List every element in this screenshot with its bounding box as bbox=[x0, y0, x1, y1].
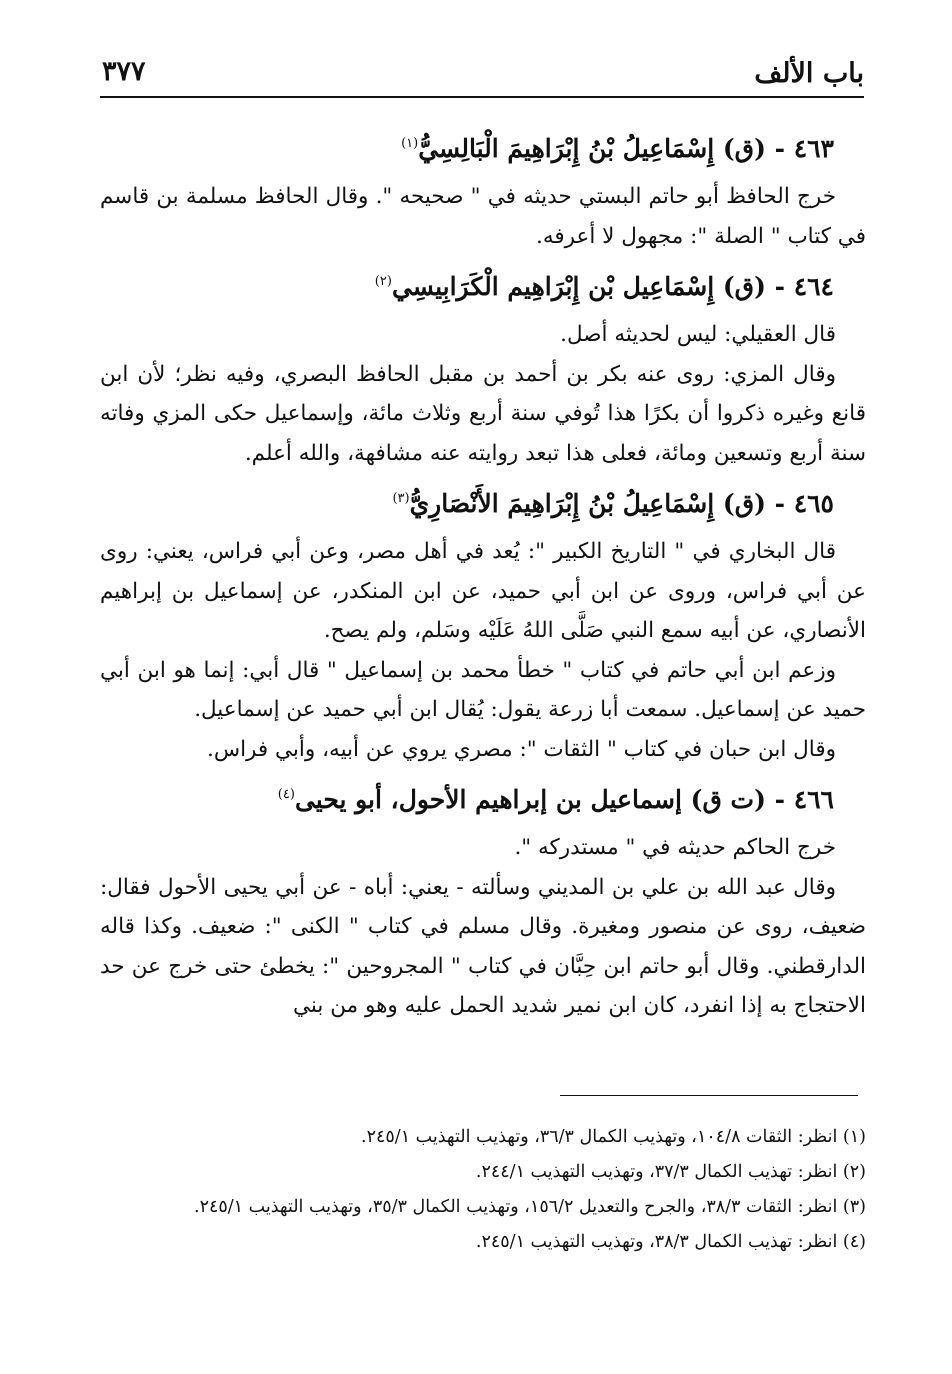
main-text bbox=[100, 118, 866, 1026]
entry-title: ٤٦٤ - (ق) إِسْمَاعِيل بْن إِبْرَاهِيم الْكَرَابِيسِي$^{(٢)}$ bbox=[374, 272, 834, 301]
running-head: باب الألف bbox=[754, 58, 864, 89]
footnote-ref: (٢) bbox=[374, 274, 392, 289]
paragraph: خرج الحافظ أبو حاتم البستي حديثه في " صحيحه ". وقال الحافظ مسلمة بن قاسم في كتاب " الصلة ": مجهول لا أعرفه. bbox=[100, 184, 866, 249]
footnote: (٢) انظر: تهذيب الكمال ٣٧/٣، وتهذيب التهذيب ٢٤٤/١. bbox=[475, 1162, 866, 1182]
page-header bbox=[100, 52, 864, 98]
paragraph: وقال المزي: روى عنه بكر بن أحمد بن مقبل الحافظ البصري، وفيه نظر؛ لأن ابن قانع وغيره ذكروا أن بكرًا هذا تُوفي سنة أربع وثلاث مائة، وإسماعيل حكى المزي وفاته سنة أربع وتسعين ومائة، فعلى هذا تبعد روايته عنه مشافهة، والله أعلم. bbox=[100, 361, 866, 466]
paragraph: قال العقيلي: ليس لحديثه أصل. bbox=[560, 322, 836, 347]
footnote-ref: (١) bbox=[401, 136, 419, 151]
footnote-ref: (٤) bbox=[277, 787, 295, 802]
entry-title: ٤٦٥ - (ق) إِسْمَاعِيلُ بْنُ إِبْرَاهِيمَ الأَنْصَارِيُّ$^{(٣)}$ bbox=[392, 489, 834, 518]
paragraph: وزعم ابن أبي حاتم في كتاب " خطأ محمد بن إسماعيل " قال أبي: إنما هو ابن أبي حميد عن إسماعيل. سمعت أبا زرعة يقول: يُقال ابن أبي حميد عن إسماعيل. bbox=[100, 657, 866, 722]
footnote-ref: (٣) bbox=[392, 491, 410, 506]
footnotes bbox=[100, 1122, 866, 1262]
paragraph: خرج الحاكم حديثه في " مستدركه ". bbox=[514, 835, 836, 860]
paragraph: وقال عبد الله بن علي بن المديني وسألته - يعني: أباه - عن أبي يحيى الأحول فقال: ضعيف، روى عن منصور ومغيرة. وقال مسلم في كتاب " الكنى ": ضعيف. وكذا قاله الدارقطني. وقال أبو حاتم ابن حِبَّان في كتاب " المجروحين ": يخطئ حتى خرج عن حد الاحتجاج به إذا انفرد، كان ابن نمير شديد الحمل عليه وهو من بني bbox=[100, 874, 866, 1018]
footnote: (٤) انظر: تهذيب الكمال ٣٨/٣، وتهذيب التهذيب ٢٤٥/١. bbox=[475, 1232, 866, 1252]
entry-title: ٤٦٣ - (ق) إِسْمَاعِيلُ بْنُ إِبْرَاهِيمَ الْبَالِسِيُّ$^{(١)}$ bbox=[401, 134, 834, 163]
footnote: (٣) انظر: الثقات ٣٨/٣، والجرح والتعديل ١٥٦/٢، وتهذيب الكمال ٣٥/٣، وتهذيب التهذيب ٢٤٥/١. bbox=[194, 1197, 866, 1217]
page-number: ٣٧٧ bbox=[102, 56, 146, 87]
paragraph: قال البخاري في " التاريخ الكبير ": يُعد في أهل مصر، وعن أبي فراس، يعني: روى عن أبي فراس، وروى عن ابن أبي حميد، عن ابن المنكدر، عن إسماعيل بن إبراهيم الأنصاري، عن أبيه سمع النبي صَلَّى اللهُ عَلَيْه وسَلم، ولم يصح. bbox=[100, 539, 866, 643]
footnote-divider bbox=[560, 1095, 858, 1096]
paragraph: وقال ابن حبان في كتاب " الثقات ": مصري يروي عن أبيه، وأبي فراس. bbox=[206, 736, 836, 762]
footnote: (١) انظر: الثقات ١٠٤/٨، وتهذيب الكمال ٣٦/٣، وتهذيب التهذيب ٢٤٥/١. bbox=[361, 1127, 866, 1147]
entry-title: ٤٦٦ - (ت ق) إسماعيل بن إبراهيم الأحول، أبو يحيى$^{(٤)}$ bbox=[277, 785, 834, 814]
